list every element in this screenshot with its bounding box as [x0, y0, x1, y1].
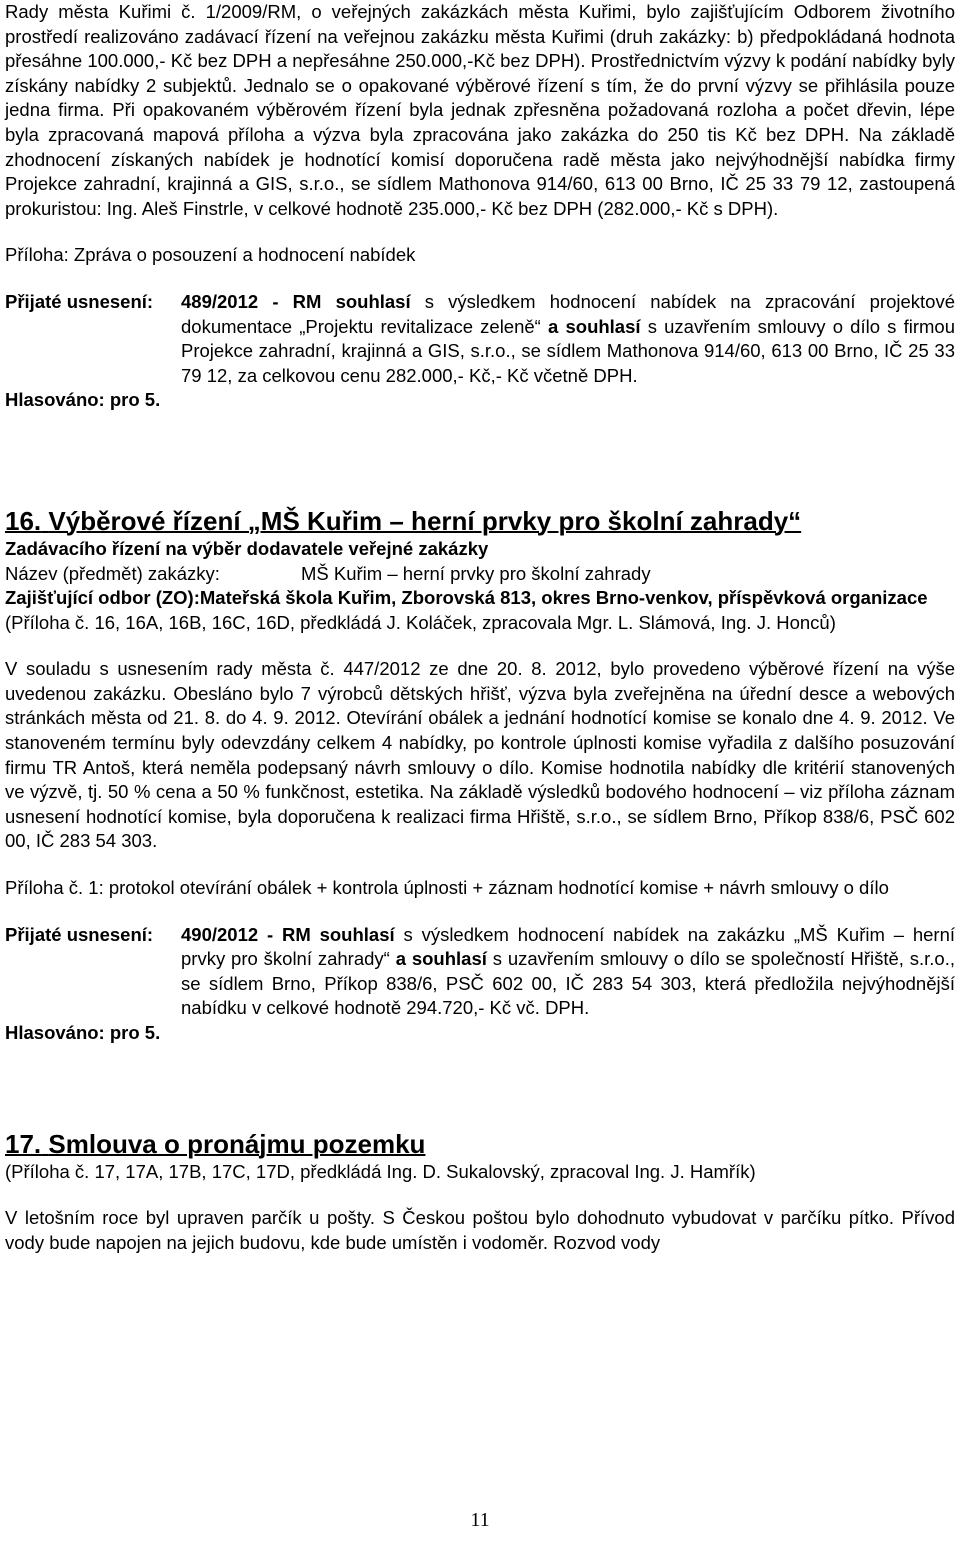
resolution-number: 490/2012 - RM souhlasí — [181, 923, 395, 945]
resolution-verb: souhlasí — [335, 290, 411, 312]
section-17-attachments: (Příloha č. 17, 17A, 17B, 17C, 17D, předkládá Ing. D. Sukalovský, zpracoval Ing. J. Hamřík) — [5, 1160, 756, 1182]
resolution-label: Přijaté usnesení: — [5, 290, 154, 312]
section-16-attachment-note: Příloha č. 1: protokol otevírání obálek + kontrola úplnosti + záznam hodnotící komise + návrh smlouvy o dílo — [5, 877, 889, 899]
section-16-heading — [5, 505, 955, 537]
contract-name-label: Název (předmět) zakázky: — [5, 562, 220, 584]
resolution-text-part1: s výsledkem hodnocení nabídek na zpracování projektové dokumentace „Projektu revitalizace zeleně“ — [181, 290, 956, 337]
contract-name-value: MŠ Kuřim – herní prvky pro školní zahrady — [301, 562, 651, 584]
section-title: Smlouva o pronájmu pozemku — [48, 1128, 426, 1159]
resolution-text-part1: s výsledkem hodnocení nabídek na zakázku „MŠ Kuřim – herní prvky pro školní zahrady“ — [181, 923, 956, 970]
resolution-text-part2: s uzavřením smlouvy o dílo se společností Hřiště, s.r.o., se sídlem Brno, Příkop 838/6, PSČ 602 00, IČ 283 54 303, která předložila nejvýhodnější nabídku v celkové hodnotě 294.720,- Kč vč. DPH. — [181, 948, 956, 1019]
section-number: 16. — [5, 505, 42, 536]
resolution-verb-2: a souhlasí — [395, 948, 487, 970]
resolution-label: Přijaté usnesení: — [5, 923, 154, 945]
department-row — [5, 586, 955, 611]
resolution-490 — [5, 923, 955, 1021]
intro-paragraph: Rady města Kuřimi č. 1/2009/RM, o veřejných zakázkách města Kuřimi, bylo zajišťujícím Odborem životního prostředí realizováno zadávací řízení na veřejnou zakázku města Kuřimi (druh zakázky: b) předpokládaná hodnota přesáhne 100.000,- Kč bez DPH a nepřesáhne 250.000,-Kč bez DPH). Prostřednictvím výzvy k podání nabídky byly získány nabídky 2 subjektů. Jednalo se o opakované výběrové řízení s tím, že do první výzvy se přihlásila pouze jedna firma. Při opakovaném výběrovém řízení byla jednak zpřesněna požadovaná rozloha a počet dřevin, lépe byla zpracovaná mapová příloha a výzva byla zpracována jako zakázka do 250 tis Kč bez DPH. Na základě zhodnocení získaných nabídek je hodnotící komisí doporučena radě města jako nejvýhodnější nabídka firmy Projekce zahradní, krajinná a GIS, s.r.o., se sídlem Mathonova 914/60, 613 00 Brno, IČ 25 33 79 12, zastoupená prokuristou: Ing. Aleš Finstrle, v celkové hodnotě 235.000,- Kč bez DPH (282.000,- Kč s DPH). — [5, 1, 955, 219]
page-number: 11 — [470, 1509, 490, 1531]
contract-name-row — [5, 562, 955, 587]
resolution-text-part2: s uzavřením smlouvy o dílo s firmou Projekce zahradní, krajinná a GIS, s.r.o., se sídlem Mathonova 914/60, 613 00 Brno, IČ 25 33 79 12, za celkovou cenu 282.000,- Kč,- Kč včetně DPH. — [181, 315, 955, 386]
section-number: 17. — [5, 1128, 42, 1159]
section-17-paragraph: V letošním roce byl upraven parčík u pošty. S Českou poštou bylo dohodnuto vybudovat v parčíku pítko. Přívod vody bude napojen na jejich budovu, kde bude umístěn i vodoměr. Rozvod vody — [5, 1207, 955, 1253]
vote-result: Hlasováno: pro 5. — [5, 389, 161, 411]
section-16-paragraph: V souladu s usnesením rady města č. 447/2012 ze dne 20. 8. 2012, bylo provedeno výběrové řízení na výše uvedenou zakázku. Obesláno bylo 7 výrobců dětských hřišť, výzva byla zveřejněna na úřední desce a webových stránkách města od 21. 8. do 4. 9. 2012. Otevírání obálek a jednání hodnotící komise se konalo dne 4. 9. 2012. Ve stanoveném termínu byly odevzdány celkem 4 nabídky, po kontrole úplnosti komise vyřadila z dalšího posuzování firmu TR Antoš, která neměla podepsaný návrh smlouvy o dílo. Komise hodnotila nabídky dle kritérií stanovených ve výzvě, tj. 50 % cena a 50 % funkčnost, estetika. Na základě výsledků bodového hodnocení – viz příloha záznam usnesení hodnotící komise, byla doporučena k realizaci firma Hřiště, s.r.o., se sídlem Brno, Příkop 838/6, PSČ 602 00, IČ 283 54 303. — [5, 658, 955, 852]
resolution-verb-2: a souhlasí — [548, 315, 641, 337]
resolution-number: 489/2012 - RM — [181, 290, 322, 312]
vote-result: Hlasováno: pro 5. — [5, 1022, 161, 1043]
section-16-subtitle: Zadávacího řízení na výběr dodavatele veřejné zakázky — [5, 537, 489, 559]
intro-attachment: Příloha: Zpráva o posouzení a hodnocení nabídek — [5, 244, 416, 266]
resolution-text — [181, 923, 955, 1021]
section-title: Výběrové řízení „MŠ Kuřim – herní prvky pro školní zahrady“ — [48, 505, 802, 536]
department-value: Mateřská škola Kuřim, Zborovská 813, okres Brno-venkov, příspěvková organizace — [199, 587, 928, 609]
department-label: Zajišťující odbor (ZO): — [5, 587, 200, 609]
resolution-text — [181, 290, 955, 388]
resolution-489 — [5, 290, 955, 388]
section-16-attachments: (Příloha č. 16, 16A, 16B, 16C, 16D, předkládá J. Koláček, zpracovala Mgr. L. Slámová, Ing. J. Honců) — [5, 611, 836, 633]
section-17-heading — [5, 1128, 955, 1160]
